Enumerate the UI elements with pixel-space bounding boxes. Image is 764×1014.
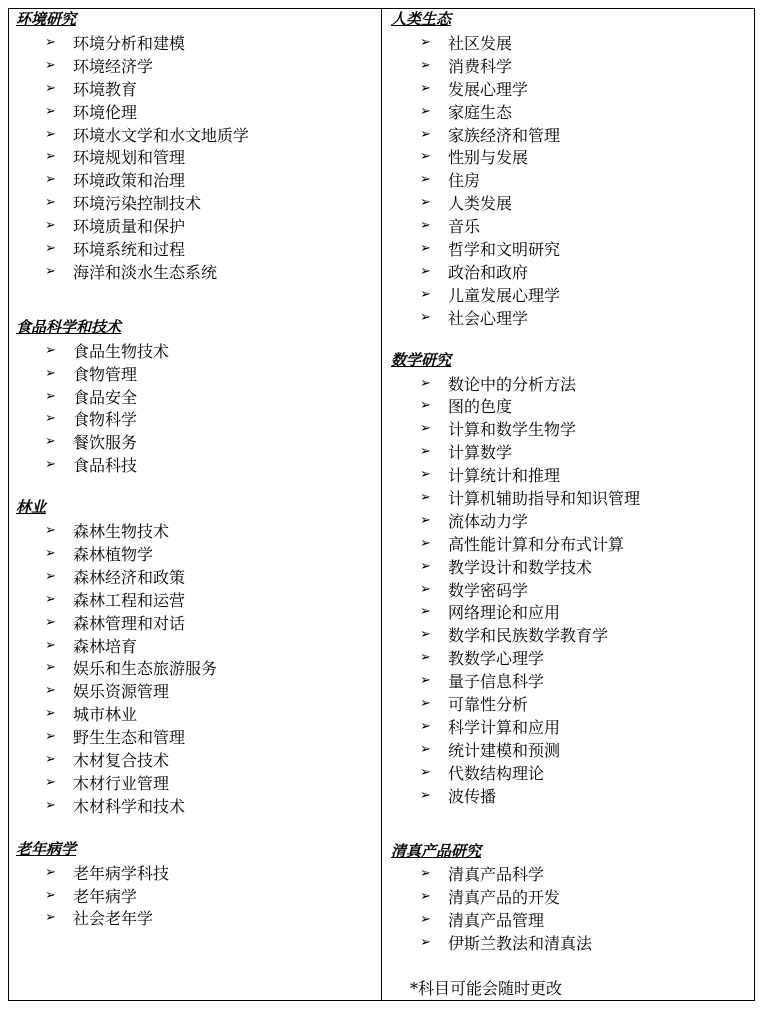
arrow-bullet-icon: ➢: [420, 695, 431, 711]
list-item-label: 计算数学: [448, 443, 513, 463]
item-list: [16, 31, 376, 283]
list-item: [16, 679, 376, 702]
arrow-bullet-icon: ➢: [420, 286, 431, 302]
list-item: [16, 565, 376, 588]
section-mathematics: [391, 349, 751, 807]
arrow-bullet-icon: ➢: [45, 172, 56, 188]
list-item: [16, 362, 376, 385]
arrow-bullet-icon: ➢: [45, 910, 56, 926]
list-item-label: 代数结构理论: [448, 763, 545, 783]
list-item: [391, 306, 751, 329]
list-item: [16, 145, 376, 168]
arrow-bullet-icon: ➢: [420, 149, 431, 165]
arrow-bullet-icon: ➢: [45, 103, 56, 119]
list-item-label: 木材复合技术: [73, 751, 170, 770]
arrow-bullet-icon: ➢: [45, 411, 56, 427]
list-item-label: 老年病学: [73, 886, 138, 906]
list-item-label: 社会老年学: [73, 909, 154, 929]
arrow-bullet-icon: ➢: [420, 103, 431, 119]
list-item: [16, 611, 376, 634]
list-item: [16, 634, 376, 657]
arrow-bullet-icon: ➢: [45, 706, 56, 722]
list-item: [16, 588, 376, 611]
list-item: [16, 884, 376, 907]
list-item: [391, 486, 751, 509]
list-item: [391, 600, 751, 623]
column-divider: [381, 8, 382, 1001]
arrow-bullet-icon: ➢: [45, 683, 56, 699]
arrow-bullet-icon: ➢: [45, 887, 56, 903]
list-item: [391, 885, 751, 908]
list-item: [16, 794, 376, 817]
list-item: [391, 646, 751, 669]
list-item-label: 科学计算和应用: [448, 717, 561, 737]
list-item-label: 数学和民族数学教育学: [448, 626, 609, 646]
right-column: [391, 8, 751, 954]
arrow-bullet-icon: ➢: [45, 342, 56, 358]
arrow-bullet-icon: ➢: [45, 80, 56, 96]
arrow-bullet-icon: ➢: [420, 218, 431, 234]
arrow-bullet-icon: ➢: [45, 388, 56, 404]
arrow-bullet-icon: ➢: [420, 558, 431, 574]
arrow-bullet-icon: ➢: [420, 375, 431, 391]
list-item: [391, 54, 751, 77]
arrow-bullet-icon: ➢: [45, 195, 56, 211]
list-item-label: 食物科学: [73, 410, 138, 430]
list-item-label: 网络理论和应用: [448, 603, 561, 623]
arrow-bullet-icon: ➢: [420, 444, 431, 460]
list-item-label: 清真产品管理: [448, 911, 545, 931]
arrow-bullet-icon: ➢: [420, 866, 431, 882]
list-item-label: 环境质量和保护: [73, 217, 186, 237]
arrow-bullet-icon: ➢: [420, 57, 431, 73]
arrow-bullet-icon: ➢: [45, 57, 56, 73]
arrow-bullet-icon: ➢: [45, 263, 56, 279]
list-item-label: 政治和政府: [448, 262, 529, 282]
list-item-label: 波传播: [448, 786, 497, 806]
list-item: [391, 509, 751, 532]
item-list: [16, 861, 376, 930]
item-list: [16, 519, 376, 817]
arrow-bullet-icon: ➢: [420, 195, 431, 211]
list-item-label: 消费科学: [448, 56, 513, 76]
list-item: [391, 145, 751, 168]
section-heading: 人类生态: [391, 10, 452, 28]
list-item-label: 森林植物学: [73, 544, 154, 564]
arrow-bullet-icon: ➢: [45, 797, 56, 813]
list-item: [16, 123, 376, 146]
list-item-label: 食物管理: [73, 364, 138, 384]
arrow-bullet-icon: ➢: [420, 581, 431, 597]
arrow-bullet-icon: ➢: [45, 637, 56, 653]
section-environment: [16, 8, 376, 283]
list-item: [16, 100, 376, 123]
arrow-bullet-icon: ➢: [420, 467, 431, 483]
list-item-label: 森林生物技术: [73, 522, 170, 542]
list-item: [16, 168, 376, 191]
list-item: [16, 907, 376, 930]
list-item-label: 海洋和淡水生态系统: [73, 262, 218, 282]
list-item: [16, 54, 376, 77]
list-item: [391, 463, 751, 486]
list-item-label: 音乐: [448, 217, 481, 237]
list-item-label: 教学设计和数学技术: [448, 557, 593, 577]
list-item-label: 环境政策和治理: [73, 171, 186, 191]
arrow-bullet-icon: ➢: [420, 126, 431, 142]
arrow-bullet-icon: ➢: [45, 34, 56, 50]
list-item: [16, 542, 376, 565]
list-item-label: 计算统计和推理: [448, 466, 561, 486]
list-item: [391, 191, 751, 214]
arrow-bullet-icon: ➢: [420, 489, 431, 505]
list-item-label: 伊斯兰教法和清真法: [448, 934, 593, 954]
item-list: [16, 339, 376, 476]
item-list: [391, 31, 751, 329]
arrow-bullet-icon: ➢: [420, 627, 431, 643]
item-list: [391, 863, 751, 955]
arrow-bullet-icon: ➢: [420, 764, 431, 780]
list-item-label: 数论中的分析方法: [448, 374, 577, 394]
arrow-bullet-icon: ➢: [45, 365, 56, 381]
list-item: [16, 861, 376, 884]
arrow-bullet-icon: ➢: [45, 774, 56, 790]
list-item-label: 数学密码学: [448, 580, 529, 600]
list-item-label: 儿童发展心理学: [448, 285, 561, 305]
list-item: [16, 191, 376, 214]
list-item: [16, 453, 376, 476]
list-item-label: 餐饮服务: [73, 433, 138, 453]
item-list: [391, 372, 751, 807]
list-item-label: 可靠性分析: [448, 695, 529, 714]
list-item-label: 家族经济和管理: [448, 125, 561, 145]
list-item-label: 木材行业管理: [73, 773, 170, 793]
arrow-bullet-icon: ➢: [420, 718, 431, 734]
list-item: [16, 656, 376, 679]
arrow-bullet-icon: ➢: [45, 591, 56, 607]
section-food-science: [16, 316, 376, 476]
arrow-bullet-icon: ➢: [45, 434, 56, 450]
list-item: [16, 260, 376, 283]
arrow-bullet-icon: ➢: [420, 398, 431, 414]
list-item-label: 量子信息科学: [448, 672, 545, 692]
section-forestry: [16, 496, 376, 817]
list-item: [391, 440, 751, 463]
section-halal-products: [391, 840, 751, 955]
list-item: [391, 738, 751, 761]
list-item: [391, 100, 751, 123]
list-item-label: 人类发展: [448, 194, 513, 214]
arrow-bullet-icon: ➢: [420, 912, 431, 928]
arrow-bullet-icon: ➢: [420, 889, 431, 905]
list-item: [391, 931, 751, 954]
arrow-bullet-icon: ➢: [420, 935, 431, 951]
list-item: [16, 748, 376, 771]
list-item-label: 食品安全: [73, 387, 138, 407]
list-item: [391, 237, 751, 260]
list-item: [391, 669, 751, 692]
list-item-label: 环境分析和建模: [73, 33, 186, 53]
list-item: [391, 623, 751, 646]
list-item: [391, 168, 751, 191]
section-human-ecology: [391, 8, 751, 329]
list-item-label: 哲学和文明研究: [448, 239, 561, 259]
list-item: [391, 908, 751, 931]
arrow-bullet-icon: ➢: [45, 126, 56, 142]
list-item-label: 木材科学和技术: [73, 796, 186, 816]
list-item-label: 住房: [448, 171, 481, 191]
list-item: [16, 31, 376, 54]
arrow-bullet-icon: ➢: [45, 660, 56, 676]
arrow-bullet-icon: ➢: [420, 172, 431, 188]
list-item: [391, 214, 751, 237]
arrow-bullet-icon: ➢: [420, 421, 431, 437]
list-item-label: 计算机辅助指导和知识管理: [448, 488, 641, 508]
list-item-label: 森林管理和对话: [73, 613, 186, 633]
list-item: [16, 430, 376, 453]
arrow-bullet-icon: ➢: [45, 614, 56, 630]
left-column: [16, 8, 376, 929]
list-item: [391, 863, 751, 886]
section-heading: 数学研究: [391, 350, 452, 369]
section-gerontology: [16, 838, 376, 930]
arrow-bullet-icon: ➢: [420, 787, 431, 803]
list-item: [16, 237, 376, 260]
arrow-bullet-icon: ➢: [45, 568, 56, 584]
arrow-bullet-icon: ➢: [45, 149, 56, 165]
list-item-label: 老年病学科技: [73, 863, 170, 883]
list-item-label: 森林工程和运营: [73, 590, 186, 610]
list-item-label: 家庭生态: [448, 102, 513, 122]
list-item-label: 高性能计算和分布式计算: [448, 534, 625, 554]
arrow-bullet-icon: ➢: [420, 80, 431, 96]
arrow-bullet-icon: ➢: [420, 741, 431, 757]
arrow-bullet-icon: ➢: [45, 729, 56, 745]
list-item: [16, 702, 376, 725]
list-item-label: 环境污染控制技术: [73, 194, 202, 214]
list-item-label: 娱乐和生态旅游服务: [73, 659, 218, 679]
section-heading: 老年病学: [16, 839, 77, 858]
list-item-label: 计算和数学生物学: [448, 420, 577, 440]
list-item: [16, 339, 376, 362]
list-item-label: 环境伦理: [73, 102, 138, 122]
list-item: [391, 578, 751, 601]
list-item-label: 社会心理学: [448, 308, 529, 328]
arrow-bullet-icon: ➢: [45, 457, 56, 473]
list-item: [391, 77, 751, 100]
list-item-label: 环境规划和管理: [73, 148, 186, 168]
arrow-bullet-icon: ➢: [45, 523, 56, 539]
section-heading: 清真产品研究: [391, 841, 482, 860]
list-item-label: 娱乐资源管理: [73, 682, 170, 702]
list-item-label: 流体动力学: [448, 511, 529, 531]
list-item: [391, 394, 751, 417]
list-item: [391, 532, 751, 555]
list-item-label: 图的色度: [448, 397, 513, 417]
arrow-bullet-icon: ➢: [420, 240, 431, 256]
section-heading: 林业: [16, 498, 47, 517]
arrow-bullet-icon: ➢: [420, 512, 431, 528]
arrow-bullet-icon: ➢: [45, 218, 56, 234]
list-item: [391, 31, 751, 54]
list-item: [391, 417, 751, 440]
list-item-label: 食品生物技术: [73, 341, 170, 361]
arrow-bullet-icon: ➢: [420, 309, 431, 325]
list-item: [16, 77, 376, 100]
list-item: [391, 123, 751, 146]
arrow-bullet-icon: ➢: [45, 751, 56, 767]
list-item-label: 环境教育: [73, 79, 138, 99]
list-item-label: 城市林业: [73, 705, 138, 725]
section-heading: 环境研究: [16, 10, 77, 28]
arrow-bullet-icon: ➢: [420, 263, 431, 279]
arrow-bullet-icon: ➢: [420, 34, 431, 50]
list-item-label: 环境系统和过程: [73, 239, 186, 259]
list-item-label: 环境水文学和水文地质学: [73, 125, 250, 145]
list-item: [391, 372, 751, 395]
arrow-bullet-icon: ➢: [45, 545, 56, 561]
arrow-bullet-icon: ➢: [45, 864, 56, 880]
list-item-label: 食品科技: [73, 456, 138, 476]
list-item: [16, 385, 376, 408]
list-item: [391, 260, 751, 283]
list-item: [391, 692, 751, 715]
list-item: [16, 407, 376, 430]
list-item-label: 清真产品科学: [448, 865, 545, 885]
footnote: *科目可能会随时更改: [410, 979, 563, 998]
list-item: [391, 283, 751, 306]
list-item-label: 森林培育: [73, 636, 138, 656]
list-item-label: 教数学心理学: [448, 649, 545, 669]
arrow-bullet-icon: ➢: [420, 535, 431, 551]
list-item: [391, 761, 751, 784]
list-item-label: 清真产品的开发: [448, 888, 561, 908]
list-item: [391, 555, 751, 578]
list-item: [16, 214, 376, 237]
list-item-label: 统计建模和预测: [448, 740, 561, 760]
section-heading: 食品科学和技术: [16, 317, 122, 336]
list-item-label: 发展心理学: [448, 79, 529, 99]
arrow-bullet-icon: ➢: [420, 650, 431, 666]
list-item: [16, 519, 376, 542]
arrow-bullet-icon: ➢: [420, 673, 431, 689]
list-item: [391, 784, 751, 807]
list-item-label: 性别与发展: [448, 148, 529, 168]
list-item: [391, 715, 751, 738]
list-item-label: 野生生态和管理: [73, 728, 186, 748]
list-item-label: 森林经济和政策: [73, 567, 186, 587]
arrow-bullet-icon: ➢: [45, 240, 56, 256]
list-item: [16, 771, 376, 794]
arrow-bullet-icon: ➢: [420, 604, 431, 620]
list-item: [16, 725, 376, 748]
list-item-label: 社区发展: [448, 33, 513, 53]
list-item-label: 环境经济学: [73, 56, 154, 76]
